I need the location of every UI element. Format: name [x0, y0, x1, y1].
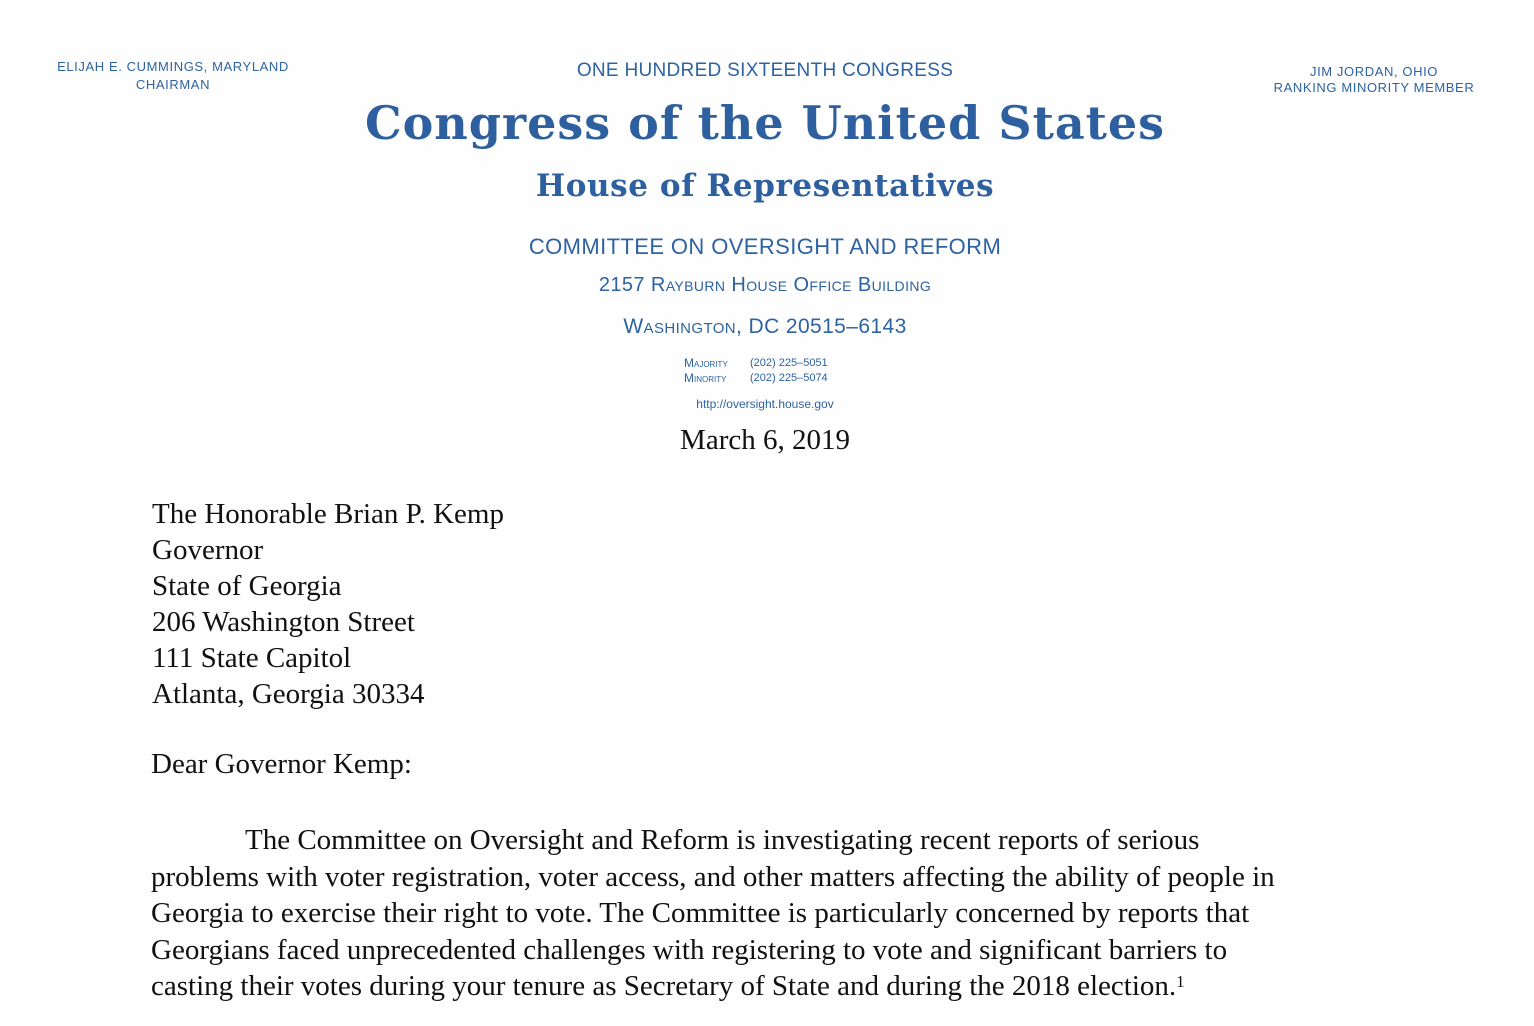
chairman-block [28, 58, 318, 94]
minority-label: Minority [684, 371, 727, 385]
ranking-member-block [1254, 64, 1494, 96]
minority-phone-row [684, 371, 828, 386]
minority-phone: (202) 225–5074 [750, 372, 828, 384]
addressee-block [152, 496, 504, 712]
chairman-title: CHAIRMAN [135, 77, 211, 92]
addressee-line: 206 Washington Street [152, 606, 415, 638]
salutation: Dear Governor Kemp: [151, 748, 412, 780]
committee-name: COMMITTEE ON OVERSIGHT AND REFORM [528, 234, 1002, 259]
body-line: problems with voter registration, voter access, and other matters affecting the ability of people in [151, 860, 1275, 893]
body-line: The Committee on Oversight and Reform is investigating recent reports of serious [245, 824, 1200, 856]
body-line-last [151, 968, 1391, 1005]
addressee-line: Atlanta, Georgia 30334 [152, 678, 425, 710]
addressee-line: State of Georgia [152, 570, 342, 602]
footnote-ref[interactable]: 1 [1176, 972, 1185, 991]
congress-number: ONE HUNDRED SIXTEENTH CONGRESS [576, 60, 954, 81]
ranking-member-title: RANKING MINORITY MEMBER [1273, 80, 1475, 95]
majority-phone-row [684, 356, 828, 371]
addressee-line: 111 State Capitol [152, 642, 352, 674]
ranking-member-name: JIM JORDAN, OHIO [1309, 64, 1439, 79]
body-line: casting their votes during your tenure as Secretary of State and during the 2018 election. [151, 970, 1177, 1002]
address-line-1: 2157 Rayburn House Office Building [598, 274, 932, 296]
body-paragraph [151, 822, 1391, 1005]
house-title: House of Representatives [535, 168, 995, 204]
majority-phone: (202) 225–5051 [750, 357, 828, 369]
majority-label: Majority [684, 356, 728, 370]
body-line: Georgians faced unprecedented challenges with registering to vote and significant barriers to [151, 933, 1228, 966]
congress-title: Congress of the United States [364, 96, 1166, 150]
letter-date: March 6, 2019 [680, 424, 850, 456]
website-url: http://oversight.house.gov [696, 397, 834, 411]
address-line-2: Washington, DC 20515–6143 [623, 315, 907, 338]
body-line: Georgia to exercise their right to vote. The Committee is particularly concerned by reports that [151, 897, 1250, 929]
chairman-name: ELIJAH E. CUMMINGS, MARYLAND [57, 59, 289, 74]
addressee-line: The Honorable Brian P. Kemp [152, 498, 504, 530]
addressee-line: Governor [152, 534, 264, 566]
phone-block [684, 356, 828, 386]
